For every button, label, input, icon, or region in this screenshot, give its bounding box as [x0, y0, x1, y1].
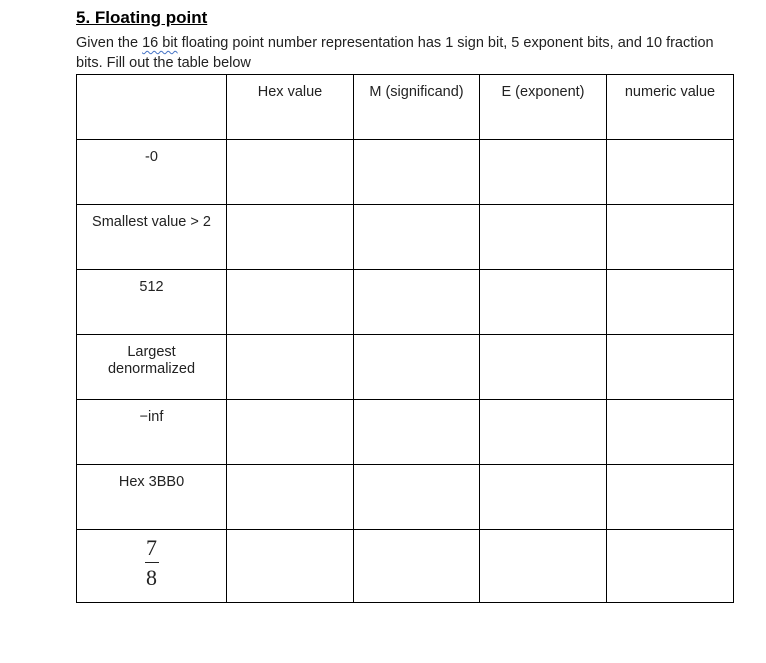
hex-value-cell[interactable]	[227, 335, 354, 400]
fraction-bar	[145, 562, 159, 563]
numeric-value-cell[interactable]	[607, 400, 734, 465]
hex-value-cell[interactable]	[227, 400, 354, 465]
numeric-value-cell[interactable]	[607, 465, 734, 530]
exponent-cell[interactable]	[480, 205, 607, 270]
header-row	[77, 75, 734, 140]
significand-cell[interactable]	[354, 400, 480, 465]
fraction-denominator: 8	[146, 565, 157, 590]
row-label-cell	[77, 530, 227, 603]
row-label: Largest denormalized	[107, 344, 196, 377]
row-label: -0	[145, 149, 158, 165]
row-label: Hex 3BB0	[118, 474, 185, 490]
exponent-cell[interactable]	[480, 270, 607, 335]
row-label-cell	[77, 140, 227, 205]
table-row	[77, 335, 734, 400]
numeric-value-cell[interactable]	[607, 140, 734, 205]
instructions-text	[76, 33, 736, 73]
instructions-part-1: Given the	[76, 35, 143, 51]
significand-cell[interactable]	[354, 335, 480, 400]
numeric-value-cell[interactable]	[607, 530, 734, 603]
row-label: Smallest value > 2	[92, 214, 211, 230]
row-label-cell	[77, 465, 227, 530]
row-label: −inf	[139, 409, 164, 425]
instructions-part-2: floating point number representation has 1 sign bit, 5 exponent bits, and 10 fraction bits. Fill out the table below	[76, 35, 714, 71]
exponent-cell[interactable]	[480, 140, 607, 205]
header-empty-cell	[77, 75, 227, 140]
significand-cell[interactable]	[354, 465, 480, 530]
exponent-cell[interactable]	[480, 530, 607, 603]
exponent-cell[interactable]	[480, 400, 607, 465]
table-row	[77, 465, 734, 530]
table-row	[77, 270, 734, 335]
header-significand: M (significand)	[354, 75, 480, 140]
section-title: 5. Floating point	[76, 8, 208, 27]
exponent-cell[interactable]	[480, 335, 607, 400]
header-hex-value: Hex value	[227, 75, 354, 140]
fraction-label	[145, 536, 159, 590]
fraction-numerator: 7	[146, 535, 157, 560]
hex-value-cell[interactable]	[227, 270, 354, 335]
hex-value-cell[interactable]	[227, 205, 354, 270]
significand-cell[interactable]	[354, 205, 480, 270]
row-label-cell	[77, 270, 227, 335]
exponent-cell[interactable]	[480, 465, 607, 530]
significand-cell[interactable]	[354, 140, 480, 205]
numeric-value-cell[interactable]	[607, 205, 734, 270]
table-row	[77, 530, 734, 603]
table-row	[77, 205, 734, 270]
hex-value-cell[interactable]	[227, 530, 354, 603]
header-numeric-value: numeric value	[607, 75, 734, 140]
numeric-value-cell[interactable]	[607, 335, 734, 400]
hex-value-cell[interactable]	[227, 465, 354, 530]
numeric-value-cell[interactable]	[607, 270, 734, 335]
table-row	[77, 140, 734, 205]
table-row	[77, 400, 734, 465]
significand-cell[interactable]	[354, 270, 480, 335]
row-label-cell	[77, 205, 227, 270]
row-label-cell	[77, 335, 227, 400]
hex-value-cell[interactable]	[227, 140, 354, 205]
significand-cell[interactable]	[354, 530, 480, 603]
spellcheck-flagged-text[interactable]: 16 bit	[142, 35, 178, 51]
header-exponent: E (exponent)	[480, 75, 607, 140]
row-label: 512	[139, 279, 164, 295]
floating-point-table	[76, 74, 734, 603]
row-label-cell	[77, 400, 227, 465]
